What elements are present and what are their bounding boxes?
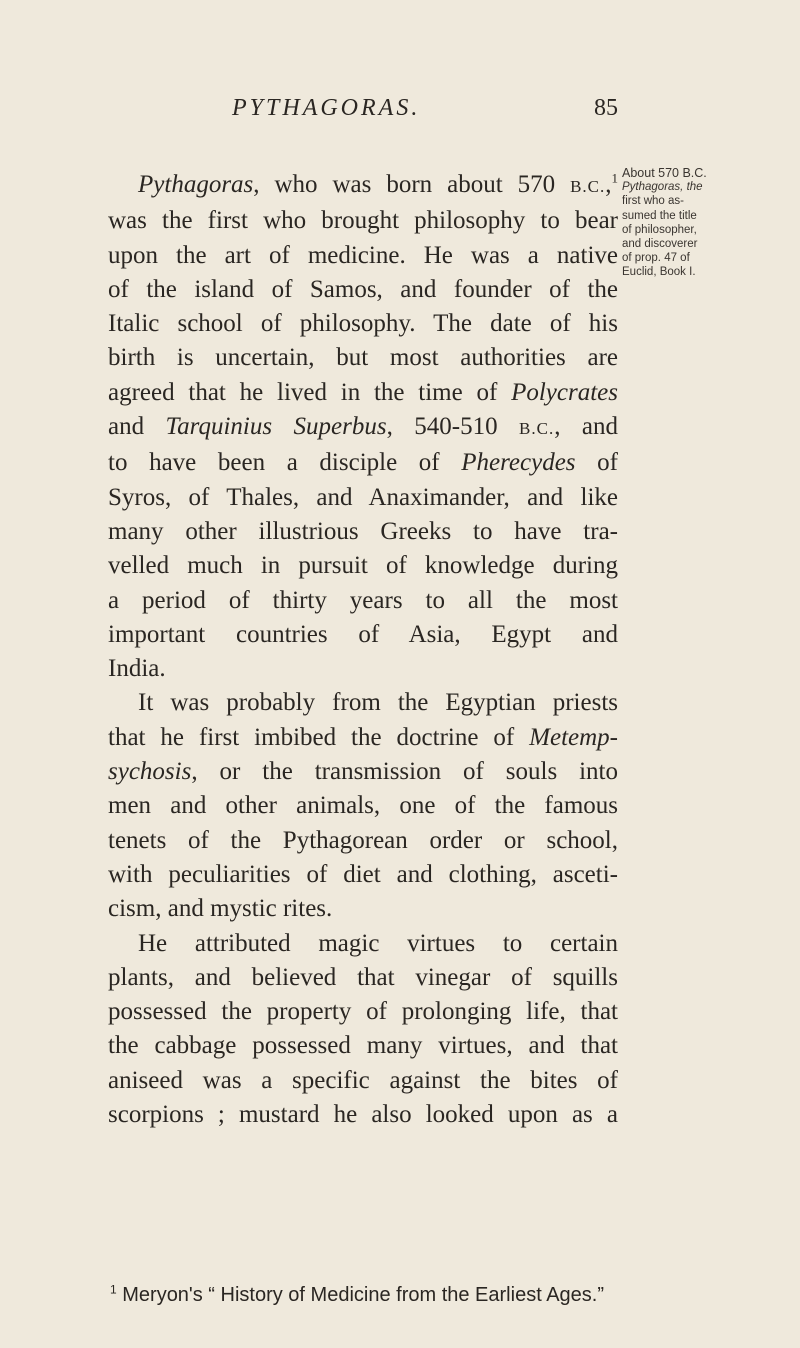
person-name: Tarquinius Superbus — [165, 413, 387, 441]
text-line — [108, 376, 618, 410]
footnote — [110, 1284, 630, 1307]
margin-note-line: of prop. 47 of — [622, 252, 690, 265]
margin-note-line: and discoverer — [622, 238, 698, 251]
text-run: , who was born about 570 — [253, 171, 571, 198]
margin-note-line: Euclid, Book I. — [622, 266, 696, 279]
margin-note-line: sumed the title — [622, 209, 697, 222]
text-line: many other illustrious Greeks to have tra- — [108, 517, 618, 545]
person-name: Pythagoras — [138, 171, 254, 198]
text-run: , — [605, 171, 612, 198]
doctrine-term: Metemp- — [529, 723, 618, 751]
text-line: possessed the property of prolonging life, that — [108, 998, 618, 1026]
footnote-marker: 1 — [110, 1282, 117, 1297]
text-line: of the island of Samos, and founder of the — [108, 275, 618, 303]
running-title: PYTHAGORAS. — [232, 95, 421, 121]
paragraph-2 — [108, 686, 618, 926]
text-line — [108, 721, 618, 755]
paragraph-3 — [108, 927, 618, 1133]
footnote-text: Meryon's “ History of Medicine from the Earliest Ages.” — [116, 1284, 605, 1306]
text-line: It was probably from the Egyptian priests — [138, 689, 618, 717]
text-line — [108, 168, 618, 204]
text-run: , 540-510 — [386, 413, 520, 441]
text-line: scorpions ; mustard he also looked upon as a — [108, 1101, 618, 1129]
margin-note — [622, 166, 794, 280]
era-abbrev: B.C. — [519, 419, 555, 439]
text-line: cism, and mystic rites. — [108, 895, 333, 923]
margin-note-line: About 570 B.C. — [622, 166, 707, 180]
text-line — [108, 410, 618, 446]
body-text — [108, 168, 618, 1132]
person-name: Pherecydes — [461, 449, 576, 477]
text-run: to have been a disciple of — [108, 449, 462, 477]
text-line: a period of thirty years to all the most — [108, 586, 618, 614]
text-line: Syros, of Thales, and Anaximander, and like — [108, 483, 618, 511]
text-line: plants, and believed that vinegar of squills — [108, 963, 618, 991]
text-line: was the first who brought philosophy to bear — [108, 207, 618, 235]
text-line: upon the art of medicine. He was a native — [108, 241, 618, 269]
text-line: important countries of Asia, Egypt and — [108, 620, 618, 648]
text-line: India. — [108, 655, 166, 683]
margin-note-line: Pythagoras, the — [622, 181, 703, 194]
text-run: , or the transmission of souls into — [191, 758, 618, 786]
text-line: He attributed magic virtues to certain — [138, 929, 618, 957]
text-line: aniseed was a specific against the bites of — [108, 1066, 618, 1094]
paragraph-1 — [108, 168, 618, 686]
margin-note-line: of philosopher, — [622, 223, 697, 236]
text-run: agreed that he lived in the time of — [108, 378, 512, 406]
text-line: birth is uncertain, but most authorities are — [108, 344, 618, 372]
text-line: velled much in pursuit of knowledge during — [108, 552, 618, 580]
footnote-ref: 1 — [611, 170, 618, 186]
era-abbrev: B.C. — [570, 177, 606, 196]
margin-note-line: first who as- — [622, 195, 684, 208]
text-run: and — [108, 413, 166, 441]
doctrine-term: sychosis — [108, 758, 192, 786]
text-line: the cabbage possessed many virtues, and that — [108, 1032, 618, 1060]
text-line — [108, 446, 618, 480]
text-run: of — [575, 449, 618, 477]
text-line: men and other animals, one of the famous — [108, 792, 618, 820]
person-name: Polycrates — [511, 378, 618, 406]
page-number: 85 — [594, 95, 618, 121]
text-run: that he first imbibed the doctrine of — [108, 723, 530, 751]
running-head — [0, 95, 800, 135]
text-run: , and — [554, 413, 618, 441]
text-line: with peculiarities of diet and clothing, asceti- — [108, 860, 618, 888]
text-line: Italic school of philosophy. The date of his — [108, 310, 618, 338]
text-line — [108, 755, 618, 789]
text-line: tenets of the Pythagorean order or school, — [108, 826, 618, 854]
